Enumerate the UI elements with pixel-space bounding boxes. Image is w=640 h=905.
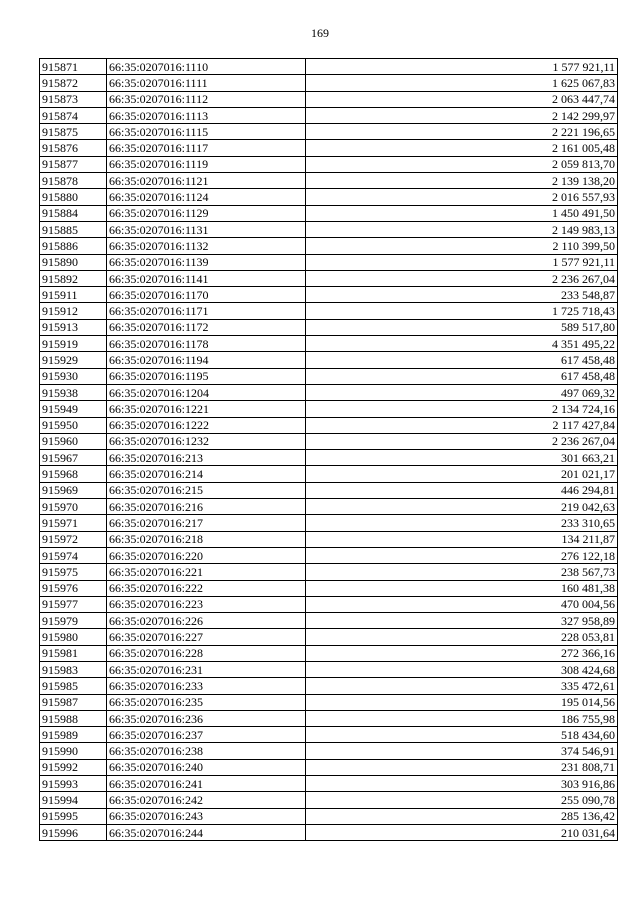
table-row bbox=[40, 792, 618, 808]
cadastral-number-cell: 66:35:0207016:231 bbox=[107, 661, 306, 677]
cadastral-number-cell: 66:35:0207016:1129 bbox=[107, 205, 306, 221]
cadastral-value-cell: 2 059 813,70 bbox=[306, 156, 618, 172]
cadastral-number-cell: 66:35:0207016:213 bbox=[107, 450, 306, 466]
row-number-cell: 915985 bbox=[40, 678, 107, 694]
cadastral-number-cell: 66:35:0207016:228 bbox=[107, 645, 306, 661]
table-row bbox=[40, 613, 618, 629]
row-number-cell: 915892 bbox=[40, 270, 107, 286]
cadastral-value-cell: 233 310,65 bbox=[306, 515, 618, 531]
cadastral-value-cell: 160 481,38 bbox=[306, 580, 618, 596]
cadastral-value-cell: 589 517,80 bbox=[306, 319, 618, 335]
cadastral-value-cell: 186 755,98 bbox=[306, 710, 618, 726]
cadastral-number-cell: 66:35:0207016:1139 bbox=[107, 254, 306, 270]
row-number-cell: 915975 bbox=[40, 564, 107, 580]
cadastral-value-cell: 4 351 495,22 bbox=[306, 336, 618, 352]
cadastral-number-cell: 66:35:0207016:222 bbox=[107, 580, 306, 596]
table-row bbox=[40, 694, 618, 710]
cadastral-value-cell: 617 458,48 bbox=[306, 352, 618, 368]
cadastral-value-cell: 2 110 399,50 bbox=[306, 238, 618, 254]
row-number-cell: 915970 bbox=[40, 499, 107, 515]
table-row bbox=[40, 352, 618, 368]
cadastral-value-cell: 1 577 921,11 bbox=[306, 59, 618, 75]
table-row bbox=[40, 727, 618, 743]
row-number-cell: 915884 bbox=[40, 205, 107, 221]
table-row bbox=[40, 107, 618, 123]
row-number-cell: 915980 bbox=[40, 629, 107, 645]
row-number-cell: 915876 bbox=[40, 140, 107, 156]
cadastral-value-cell: 2 063 447,74 bbox=[306, 91, 618, 107]
row-number-cell: 915911 bbox=[40, 287, 107, 303]
table-row bbox=[40, 205, 618, 221]
cadastral-value-cell: 1 625 067,83 bbox=[306, 75, 618, 91]
cadastral-number-cell: 66:35:0207016:217 bbox=[107, 515, 306, 531]
row-number-cell: 915968 bbox=[40, 466, 107, 482]
cadastral-value-cell: 2 139 138,20 bbox=[306, 173, 618, 189]
cadastral-number-cell: 66:35:0207016:1111 bbox=[107, 75, 306, 91]
table-row bbox=[40, 221, 618, 237]
cadastral-number-cell: 66:35:0207016:233 bbox=[107, 678, 306, 694]
cadastral-value-cell: 233 548,87 bbox=[306, 287, 618, 303]
cadastral-value-cell: 2 221 196,65 bbox=[306, 124, 618, 140]
row-number-cell: 915875 bbox=[40, 124, 107, 140]
cadastral-number-cell: 66:35:0207016:243 bbox=[107, 808, 306, 824]
cadastral-value-cell: 1 450 491,50 bbox=[306, 205, 618, 221]
table-row bbox=[40, 678, 618, 694]
table-row bbox=[40, 75, 618, 91]
cadastral-number-cell: 66:35:0207016:1172 bbox=[107, 319, 306, 335]
table-row bbox=[40, 156, 618, 172]
cadastral-number-cell: 66:35:0207016:227 bbox=[107, 629, 306, 645]
cadastral-number-cell: 66:35:0207016:1195 bbox=[107, 368, 306, 384]
table-row bbox=[40, 743, 618, 759]
row-number-cell: 915993 bbox=[40, 776, 107, 792]
row-number-cell: 915976 bbox=[40, 580, 107, 596]
cadastral-number-cell: 66:35:0207016:1132 bbox=[107, 238, 306, 254]
table-row bbox=[40, 531, 618, 547]
cadastral-number-cell: 66:35:0207016:1119 bbox=[107, 156, 306, 172]
table-row bbox=[40, 368, 618, 384]
table-row bbox=[40, 776, 618, 792]
table-row bbox=[40, 629, 618, 645]
table-row bbox=[40, 336, 618, 352]
table-row bbox=[40, 401, 618, 417]
cadastral-value-cell: 2 236 267,04 bbox=[306, 270, 618, 286]
row-number-cell: 915886 bbox=[40, 238, 107, 254]
table-row bbox=[40, 91, 618, 107]
cadastral-value-cell: 446 294,81 bbox=[306, 482, 618, 498]
cadastral-number-cell: 66:35:0207016:1117 bbox=[107, 140, 306, 156]
page-number: 169 bbox=[311, 26, 329, 40]
table-row bbox=[40, 270, 618, 286]
table-row bbox=[40, 661, 618, 677]
row-number-cell: 915874 bbox=[40, 107, 107, 123]
cadastral-value-cell: 201 021,17 bbox=[306, 466, 618, 482]
cadastral-value-cell: 2 016 557,93 bbox=[306, 189, 618, 205]
table-row bbox=[40, 645, 618, 661]
table-row bbox=[40, 303, 618, 319]
cadastral-number-cell: 66:35:0207016:1221 bbox=[107, 401, 306, 417]
row-number-cell: 915880 bbox=[40, 189, 107, 205]
cadastral-value-cell: 374 546,91 bbox=[306, 743, 618, 759]
cadastral-number-cell: 66:35:0207016:1121 bbox=[107, 173, 306, 189]
cadastral-number-cell: 66:35:0207016:220 bbox=[107, 547, 306, 563]
cadastral-number-cell: 66:35:0207016:215 bbox=[107, 482, 306, 498]
cadastral-number-cell: 66:35:0207016:1110 bbox=[107, 59, 306, 75]
row-number-cell: 915949 bbox=[40, 401, 107, 417]
table-row bbox=[40, 515, 618, 531]
table-row bbox=[40, 547, 618, 563]
cadastral-value-cell: 1 725 718,43 bbox=[306, 303, 618, 319]
cadastral-value-cell: 1 577 921,11 bbox=[306, 254, 618, 270]
table-row bbox=[40, 59, 618, 75]
cadastral-value-cell: 617 458,48 bbox=[306, 368, 618, 384]
table-row bbox=[40, 824, 618, 840]
row-number-cell: 915988 bbox=[40, 710, 107, 726]
table-row bbox=[40, 417, 618, 433]
cadastral-number-cell: 66:35:0207016:1131 bbox=[107, 221, 306, 237]
row-number-cell: 915872 bbox=[40, 75, 107, 91]
table-row bbox=[40, 482, 618, 498]
table-row bbox=[40, 710, 618, 726]
row-number-cell: 915967 bbox=[40, 450, 107, 466]
cadastral-value-table bbox=[39, 58, 618, 841]
row-number-cell: 915919 bbox=[40, 336, 107, 352]
cadastral-value-cell: 210 031,64 bbox=[306, 824, 618, 840]
table-row bbox=[40, 450, 618, 466]
row-number-cell: 915979 bbox=[40, 613, 107, 629]
row-number-cell: 915995 bbox=[40, 808, 107, 824]
cadastral-value-cell: 497 069,32 bbox=[306, 384, 618, 400]
table-row bbox=[40, 499, 618, 515]
cadastral-value-cell: 231 808,71 bbox=[306, 759, 618, 775]
cadastral-value-cell: 272 366,16 bbox=[306, 645, 618, 661]
cadastral-number-cell: 66:35:0207016:240 bbox=[107, 759, 306, 775]
cadastral-number-cell: 66:35:0207016:1141 bbox=[107, 270, 306, 286]
table-row bbox=[40, 238, 618, 254]
row-number-cell: 915878 bbox=[40, 173, 107, 189]
cadastral-number-cell: 66:35:0207016:226 bbox=[107, 613, 306, 629]
table-row bbox=[40, 124, 618, 140]
row-number-cell: 915877 bbox=[40, 156, 107, 172]
row-number-cell: 915974 bbox=[40, 547, 107, 563]
cadastral-number-cell: 66:35:0207016:214 bbox=[107, 466, 306, 482]
row-number-cell: 915960 bbox=[40, 433, 107, 449]
cadastral-number-cell: 66:35:0207016:236 bbox=[107, 710, 306, 726]
cadastral-value-cell: 2 117 427,84 bbox=[306, 417, 618, 433]
row-number-cell: 915981 bbox=[40, 645, 107, 661]
cadastral-number-cell: 66:35:0207016:223 bbox=[107, 596, 306, 612]
cadastral-number-cell: 66:35:0207016:1222 bbox=[107, 417, 306, 433]
table-row bbox=[40, 466, 618, 482]
cadastral-number-cell: 66:35:0207016:1194 bbox=[107, 352, 306, 368]
cadastral-value-cell: 2 149 983,13 bbox=[306, 221, 618, 237]
cadastral-value-cell: 327 958,89 bbox=[306, 613, 618, 629]
table-row bbox=[40, 287, 618, 303]
row-number-cell: 915969 bbox=[40, 482, 107, 498]
table-row bbox=[40, 596, 618, 612]
table-row bbox=[40, 564, 618, 580]
table-row bbox=[40, 140, 618, 156]
row-number-cell: 915938 bbox=[40, 384, 107, 400]
row-number-cell: 915913 bbox=[40, 319, 107, 335]
cadastral-number-cell: 66:35:0207016:1178 bbox=[107, 336, 306, 352]
cadastral-number-cell: 66:35:0207016:244 bbox=[107, 824, 306, 840]
row-number-cell: 915912 bbox=[40, 303, 107, 319]
table-row bbox=[40, 433, 618, 449]
cadastral-value-cell: 470 004,56 bbox=[306, 596, 618, 612]
cadastral-value-cell: 2 142 299,97 bbox=[306, 107, 618, 123]
cadastral-value-cell: 2 134 724,16 bbox=[306, 401, 618, 417]
cadastral-value-cell: 2 161 005,48 bbox=[306, 140, 618, 156]
row-number-cell: 915992 bbox=[40, 759, 107, 775]
cadastral-number-cell: 66:35:0207016:242 bbox=[107, 792, 306, 808]
row-number-cell: 915972 bbox=[40, 531, 107, 547]
cadastral-value-cell: 228 053,81 bbox=[306, 629, 618, 645]
row-number-cell: 915890 bbox=[40, 254, 107, 270]
cadastral-number-cell: 66:35:0207016:218 bbox=[107, 531, 306, 547]
cadastral-value-cell: 134 211,87 bbox=[306, 531, 618, 547]
cadastral-value-cell: 303 916,86 bbox=[306, 776, 618, 792]
cadastral-number-cell: 66:35:0207016:235 bbox=[107, 694, 306, 710]
cadastral-number-cell: 66:35:0207016:1113 bbox=[107, 107, 306, 123]
cadastral-value-cell: 255 090,78 bbox=[306, 792, 618, 808]
cadastral-number-cell: 66:35:0207016:238 bbox=[107, 743, 306, 759]
row-number-cell: 915987 bbox=[40, 694, 107, 710]
cadastral-value-cell: 518 434,60 bbox=[306, 727, 618, 743]
cadastral-value-cell: 2 236 267,04 bbox=[306, 433, 618, 449]
table-row bbox=[40, 808, 618, 824]
cadastral-value-cell: 301 663,21 bbox=[306, 450, 618, 466]
table-row bbox=[40, 759, 618, 775]
row-number-cell: 915990 bbox=[40, 743, 107, 759]
row-number-cell: 915996 bbox=[40, 824, 107, 840]
cadastral-value-cell: 219 042,63 bbox=[306, 499, 618, 515]
cadastral-number-cell: 66:35:0207016:216 bbox=[107, 499, 306, 515]
cadastral-value-cell: 335 472,61 bbox=[306, 678, 618, 694]
row-number-cell: 915994 bbox=[40, 792, 107, 808]
cadastral-number-cell: 66:35:0207016:1204 bbox=[107, 384, 306, 400]
row-number-cell: 915885 bbox=[40, 221, 107, 237]
row-number-cell: 915983 bbox=[40, 661, 107, 677]
cadastral-number-cell: 66:35:0207016:221 bbox=[107, 564, 306, 580]
row-number-cell: 915929 bbox=[40, 352, 107, 368]
cadastral-number-cell: 66:35:0207016:237 bbox=[107, 727, 306, 743]
cadastral-number-cell: 66:35:0207016:1232 bbox=[107, 433, 306, 449]
table-row bbox=[40, 384, 618, 400]
cadastral-number-cell: 66:35:0207016:1124 bbox=[107, 189, 306, 205]
table-row bbox=[40, 254, 618, 270]
cadastral-value-cell: 276 122,18 bbox=[306, 547, 618, 563]
cadastral-value-cell: 195 014,56 bbox=[306, 694, 618, 710]
cadastral-number-cell: 66:35:0207016:241 bbox=[107, 776, 306, 792]
cadastral-number-cell: 66:35:0207016:1171 bbox=[107, 303, 306, 319]
row-number-cell: 915989 bbox=[40, 727, 107, 743]
row-number-cell: 915950 bbox=[40, 417, 107, 433]
cadastral-number-cell: 66:35:0207016:1170 bbox=[107, 287, 306, 303]
row-number-cell: 915971 bbox=[40, 515, 107, 531]
table-body bbox=[40, 59, 618, 841]
row-number-cell: 915871 bbox=[40, 59, 107, 75]
table-row bbox=[40, 580, 618, 596]
cadastral-number-cell: 66:35:0207016:1115 bbox=[107, 124, 306, 140]
cadastral-value-cell: 238 567,73 bbox=[306, 564, 618, 580]
table-row bbox=[40, 319, 618, 335]
cadastral-value-cell: 285 136,42 bbox=[306, 808, 618, 824]
cadastral-value-cell: 308 424,68 bbox=[306, 661, 618, 677]
row-number-cell: 915930 bbox=[40, 368, 107, 384]
row-number-cell: 915977 bbox=[40, 596, 107, 612]
cadastral-number-cell: 66:35:0207016:1112 bbox=[107, 91, 306, 107]
row-number-cell: 915873 bbox=[40, 91, 107, 107]
table-row bbox=[40, 189, 618, 205]
table-row bbox=[40, 173, 618, 189]
